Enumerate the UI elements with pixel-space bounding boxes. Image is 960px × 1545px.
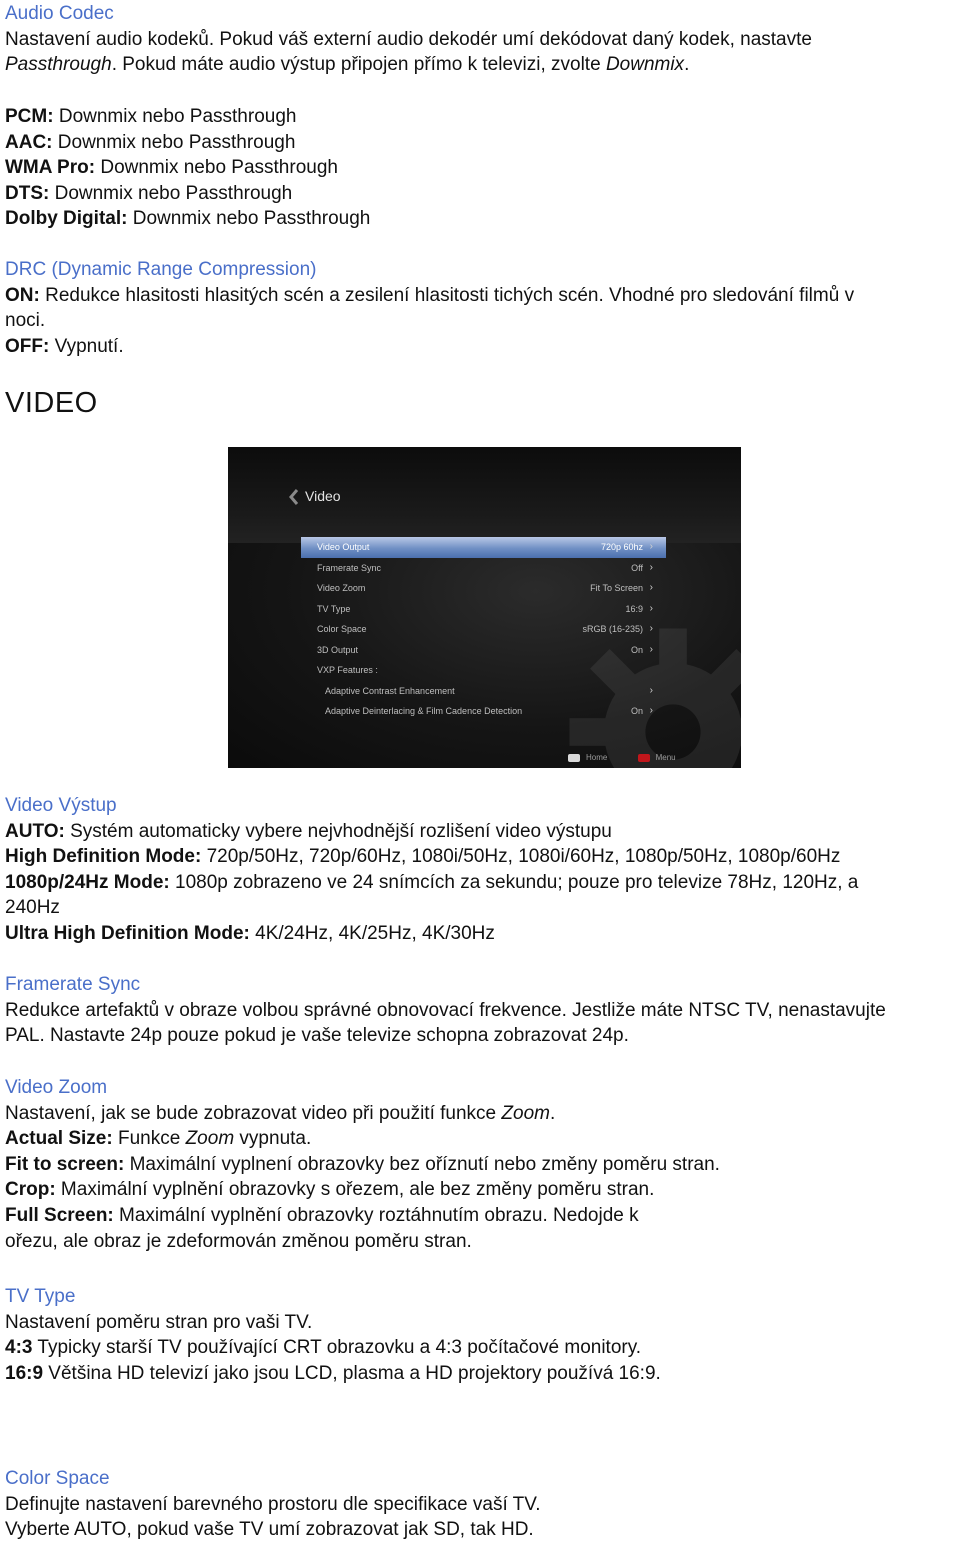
settings-menu (301, 537, 666, 722)
menu-row-label: Framerate Sync (317, 562, 382, 573)
actual-size-line: Actual Size: Funkce Zoom vypnuta. (5, 1128, 312, 1150)
menu-row[interactable] (301, 640, 666, 661)
menu-row-value: On (630, 706, 643, 716)
codec-item: AAC: Downmix nebo Passthrough (5, 131, 296, 153)
color-space-heading: Color Space (5, 1468, 110, 1489)
menu-row-label: VXP Features : (317, 665, 378, 675)
menu-row[interactable] (301, 701, 666, 722)
framerate-section (5, 972, 957, 1049)
menu-row-value: 16:9 (625, 603, 643, 614)
codec-item: DTS: Downmix nebo Passthrough (5, 182, 293, 204)
menu-row-label: TV Type (317, 603, 351, 614)
video-output-section (5, 793, 957, 947)
drc-section (5, 257, 957, 359)
menu-row-label: Adaptive Contrast Enhancement (325, 685, 455, 696)
framerate-heading: Framerate Sync (5, 974, 141, 995)
drc-on-line: ON: Redukce hlasitosti hlasitých scén a zesilení hlasitosti tichých scén. Vhodné pro sledování filmů v (5, 284, 855, 306)
audio-codec-heading: Audio Codec (5, 3, 114, 24)
menu-row-label: Video Zoom (317, 583, 366, 593)
drc-on-line-2: noci. (5, 310, 46, 332)
video-zoom-section (5, 1075, 957, 1254)
tv-43-line: 4:3 Typicky starší TV používající CRT obrazovku a 4:3 počítačové monitory. (5, 1337, 642, 1359)
video-menu-screenshot (228, 447, 741, 768)
hd-line: High Definition Mode: 720p/50Hz, 720p/60Hz, 1080i/50Hz, 1080i/60Hz, 1080p/50Hz, 1080p/60Hz (5, 846, 841, 868)
video-output-heading: Video Výstup (5, 795, 117, 816)
menu-row[interactable] (301, 681, 666, 702)
chevron-right-icon: › (649, 623, 653, 634)
chevron-right-icon: › (649, 602, 653, 614)
audio-codec-text-2: Passthrough. Pokud máte audio výstup připojen přímo k televizi, zvolte Downmix. (5, 54, 690, 76)
menu-row-value: Off (631, 562, 643, 573)
chevron-right-icon: › (649, 684, 653, 696)
screenshot-footer (568, 753, 676, 762)
home-key-icon (568, 754, 580, 762)
tv-169-line: 16:9 Většina HD televizí jako jsou LCD, plasma a HD projektory používá 16:9. (5, 1362, 661, 1384)
menu-row-value: Fit To Screen (590, 583, 643, 593)
menu-row[interactable] (301, 578, 666, 599)
chevron-right-icon: › (649, 582, 653, 593)
video-section-title: VIDEO (5, 387, 98, 419)
tv-type-section (5, 1284, 957, 1386)
framerate-text-2: PAL. Nastavte 24p pouze pokud je vaše televize schopna zobrazovat 24p. (5, 1025, 629, 1047)
video-zoom-heading: Video Zoom (5, 1077, 108, 1098)
codec-item: PCM: Downmix nebo Passthrough (5, 106, 297, 127)
zoom-intro: Nastavení, jak se bude zobrazovat video při použití funkce Zoom. (5, 1102, 556, 1124)
menu-row-label: Video Output (317, 542, 370, 552)
chevron-right-icon: › (649, 541, 653, 552)
menu-row[interactable] (301, 537, 666, 558)
audio-codec-section (5, 1, 957, 78)
m24-line-2: 240Hz (5, 897, 60, 919)
menu-row[interactable] (301, 599, 666, 620)
fit-line: Fit to screen: Maximální vyplnení obrazovky bez oříznutí nebo změny poměru stran. (5, 1153, 720, 1175)
full-line: Full Screen: Maximální vyplnění obrazovky roztáhnutím obrazu. Nedojde k (5, 1204, 639, 1226)
chevron-right-icon: › (649, 705, 653, 716)
menu-row-label: Adaptive Deinterlacing & Film Cadence Detection (325, 706, 523, 716)
menu-row-value: On (630, 644, 643, 655)
tv-type-heading: TV Type (5, 1286, 76, 1307)
chevron-right-icon: › (649, 643, 653, 655)
codec-list (5, 104, 957, 232)
tv-type-intro: Nastavení poměru stran pro vaši TV. (5, 1311, 313, 1333)
menu-row-value: 720p 60hz (600, 542, 643, 552)
chevron-right-icon: › (649, 561, 653, 573)
menu-key-icon (638, 754, 650, 762)
menu-row[interactable] (301, 660, 666, 681)
auto-line: AUTO: Systém automaticky vybere nejvhodnější rozlišení video výstupu (5, 820, 612, 842)
menu-row[interactable] (301, 558, 666, 579)
codec-item: WMA Pro: Downmix nebo Passthrough (5, 157, 338, 179)
m24-line: 1080p/24Hz Mode: 1080p zobrazeno ve 24 snímcích za sekundu; pouze pro televize 78Hz, 120Hz, a (5, 871, 859, 893)
home-label[interactable]: Home (586, 753, 608, 762)
uhd-line: Ultra High Definition Mode: 4K/24Hz, 4K/25Hz, 4K/30Hz (5, 922, 495, 944)
menu-label[interactable]: Menu (655, 753, 676, 762)
codec-item: Dolby Digital: Downmix nebo Passthrough (5, 208, 371, 230)
drc-off-line: OFF: Vypnutí. (5, 335, 124, 357)
menu-row-label: Color Space (317, 624, 367, 634)
framerate-text-1: Redukce artefaktů v obraze volbou správné obnovovací frekvence. Jestliže máte NTSC TV, nenastavujte (5, 999, 886, 1021)
menu-row-value: sRGB (16-235) (582, 624, 643, 634)
menu-row[interactable] (301, 619, 666, 640)
color-space-text-1: Definujte nastavení barevného prostoru dle specifikace vaší TV. (5, 1493, 541, 1515)
color-space-text-2: Vyberte AUTO, pokud vaše TV umí zobrazovat jak SD, tak HD. (5, 1519, 534, 1541)
full-line-2: ořezu, ale obraz je zdeformován změnou poměru stran. (5, 1230, 472, 1252)
audio-codec-text-1: Nastavení audio kodeků. Pokud váš externí audio dekodér umí dekódovat daný kodek, nastavte (5, 28, 812, 50)
back-chevron-icon[interactable] (288, 489, 300, 505)
crop-line: Crop: Maximální vyplnění obrazovky s ořezem, ale bez změny poměru stran. (5, 1179, 655, 1201)
screenshot-title: Video (305, 488, 341, 504)
color-space-section (5, 1466, 957, 1543)
menu-row-label: 3D Output (317, 644, 359, 655)
drc-heading: DRC (Dynamic Range Compression) (5, 259, 317, 280)
